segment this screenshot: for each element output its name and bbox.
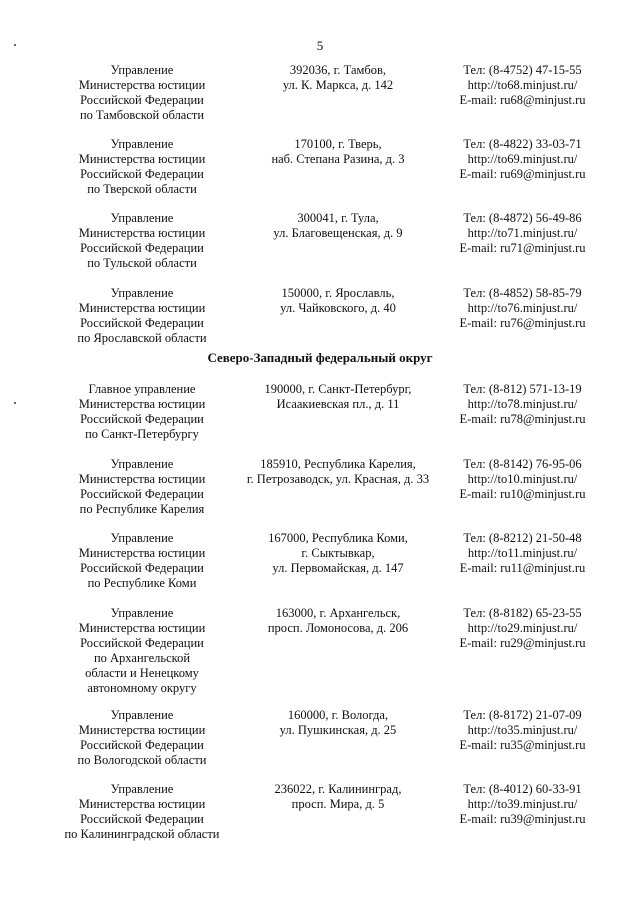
address: [238, 286, 438, 316]
address: [238, 782, 438, 812]
org-name: [62, 606, 222, 696]
address-line: 300041, г. Тула,: [297, 211, 379, 225]
org-name: [62, 137, 222, 197]
contacts-line[interactable]: http://to39.minjust.ru/: [467, 797, 578, 811]
contacts-line: Тел: (8-812) 571-13-19: [463, 382, 582, 396]
address: [238, 457, 438, 487]
address: [238, 211, 438, 241]
contacts-line[interactable]: E-mail: ru78@minjust.ru: [459, 412, 586, 426]
org-name-line: Министерства юстиции: [78, 621, 206, 635]
address-line: наб. Степана Разина, д. 3: [271, 152, 405, 166]
address: [238, 137, 438, 167]
org-name: [62, 382, 222, 442]
org-name-line: Российской Федерации: [80, 241, 204, 255]
address-line: 160000, г. Вологда,: [287, 708, 389, 722]
address-line: ул. Пушкинская, д. 25: [279, 723, 397, 737]
contacts-line[interactable]: E-mail: ru69@minjust.ru: [459, 167, 586, 181]
address: [238, 531, 438, 576]
contacts-line: Тел: (8-8172) 21-07-09: [463, 708, 582, 722]
contacts: [440, 531, 605, 576]
org-name-line: по Вологодской области: [77, 753, 207, 767]
contacts-line[interactable]: http://to69.minjust.ru/: [467, 152, 578, 166]
org-name-line: Управление: [110, 286, 174, 300]
contacts: [440, 606, 605, 651]
org-name-line: по Калининградской области: [64, 827, 220, 841]
contacts-line[interactable]: E-mail: ru29@minjust.ru: [459, 636, 586, 650]
contacts-line[interactable]: http://to29.minjust.ru/: [467, 621, 578, 635]
org-name-line: Российской Федерации: [80, 738, 204, 752]
address-line: 190000, г. Санкт-Петербург,: [264, 382, 412, 396]
page-number: 5: [316, 38, 324, 53]
address: [238, 708, 438, 738]
org-name-line: Управление: [110, 708, 174, 722]
org-name-line: по Тверской области: [87, 182, 197, 196]
org-name-line: Управление: [110, 782, 174, 796]
address-line: 167000, Республика Коми,: [268, 531, 408, 545]
address-line: г. Петрозаводск, ул. Красная, д. 33: [246, 472, 430, 486]
contacts-line[interactable]: E-mail: ru39@minjust.ru: [459, 812, 586, 826]
org-name-line: Министерства юстиции: [78, 301, 206, 315]
org-name: [62, 782, 222, 842]
org-name-line: Главное управление: [88, 382, 196, 396]
org-name-line: Министерства юстиции: [78, 226, 206, 240]
address-line: Исаакиевская пл., д. 11: [276, 397, 400, 411]
address-line: 185910, Республика Карелия,: [260, 457, 416, 471]
org-name-line: Министерства юстиции: [78, 797, 206, 811]
org-name-line: Российской Федерации: [80, 412, 204, 426]
contacts-line[interactable]: E-mail: ru68@minjust.ru: [459, 93, 586, 107]
org-name-line: по Тамбовской области: [79, 108, 205, 122]
contacts-line[interactable]: http://to76.minjust.ru/: [467, 301, 578, 315]
contacts: [440, 211, 605, 256]
org-name-line: по Архангельской: [93, 651, 191, 665]
contacts-line[interactable]: http://to68.minjust.ru/: [467, 78, 578, 92]
address: [238, 606, 438, 636]
address-line: ул. К. Маркса, д. 142: [282, 78, 394, 92]
address-line: ул. Первомайская, д. 147: [272, 561, 404, 575]
contacts: [440, 137, 605, 182]
org-name-line: Управление: [110, 457, 174, 471]
contacts-line[interactable]: E-mail: ru71@minjust.ru: [459, 241, 586, 255]
org-name: [62, 457, 222, 517]
contacts-line: Тел: (8-4012) 60-33-91: [463, 782, 582, 796]
address-line: просп. Ломоносова, д. 206: [267, 621, 409, 635]
scan-speck: [14, 402, 16, 404]
address: [238, 63, 438, 93]
section-heading: Северо-Западный федеральный округ: [207, 350, 433, 365]
org-name-line: Российской Федерации: [80, 487, 204, 501]
org-name-line: Российской Федерации: [80, 636, 204, 650]
contacts-line: Тел: (8-8182) 65-23-55: [463, 606, 582, 620]
contacts-line[interactable]: http://to78.minjust.ru/: [467, 397, 578, 411]
org-name-line: Управление: [110, 531, 174, 545]
org-name-line: Управление: [110, 211, 174, 225]
org-name: [62, 211, 222, 271]
org-name-line: Министерства юстиции: [78, 397, 206, 411]
org-name-line: Министерства юстиции: [78, 546, 206, 560]
org-name-line: Российской Федерации: [80, 167, 204, 181]
address-line: 236022, г. Калининград,: [274, 782, 402, 796]
contacts-line: Тел: (8-8212) 21-50-48: [463, 531, 582, 545]
contacts-line[interactable]: E-mail: ru11@minjust.ru: [459, 561, 586, 575]
contacts-line[interactable]: E-mail: ru35@minjust.ru: [459, 738, 586, 752]
contacts-line: Тел: (8-4852) 58-85-79: [463, 286, 582, 300]
scan-speck: [14, 44, 16, 46]
org-name: [62, 531, 222, 591]
address-line: просп. Мира, д. 5: [291, 797, 385, 811]
contacts-line[interactable]: http://to11.minjust.ru/: [467, 546, 578, 560]
org-name-line: по Санкт-Петербургу: [85, 427, 199, 441]
address-line: г. Сыктывкар,: [301, 546, 375, 560]
org-name-line: Российской Федерации: [80, 316, 204, 330]
address-line: ул. Чайковского, д. 40: [280, 301, 396, 315]
org-name-line: по Ярославской области: [77, 331, 207, 345]
contacts-line[interactable]: http://to71.minjust.ru/: [467, 226, 578, 240]
address-line: 392036, г. Тамбов,: [289, 63, 387, 77]
contacts: [440, 382, 605, 427]
org-name-line: области и Ненецкому: [85, 666, 199, 680]
org-name-line: Российской Федерации: [80, 93, 204, 107]
contacts: [440, 63, 605, 108]
contacts-line[interactable]: http://to35.minjust.ru/: [467, 723, 578, 737]
contacts-line: Тел: (8-4822) 33-03-71: [463, 137, 582, 151]
org-name-line: автономному округу: [87, 681, 197, 695]
org-name-line: Российской Федерации: [80, 812, 204, 826]
org-name-line: Министерства юстиции: [78, 152, 206, 166]
contacts-line[interactable]: E-mail: ru76@minjust.ru: [459, 316, 586, 330]
address-line: 170100, г. Тверь,: [294, 137, 382, 151]
address-line: ул. Благовещенская, д. 9: [273, 226, 403, 240]
contacts: [440, 782, 605, 827]
address: [238, 382, 438, 412]
contacts-line[interactable]: http://to10.minjust.ru/: [467, 472, 578, 486]
org-name: [62, 708, 222, 768]
org-name-line: Российской Федерации: [80, 561, 204, 575]
contacts-line[interactable]: E-mail: ru10@minjust.ru: [459, 487, 586, 501]
contacts: [440, 457, 605, 502]
address-line: 150000, г. Ярославль,: [281, 286, 395, 300]
org-name-line: Министерства юстиции: [78, 723, 206, 737]
contacts-line: Тел: (8-4872) 56-49-86: [463, 211, 582, 225]
org-name-line: по Тульской области: [87, 256, 197, 270]
contacts: [440, 708, 605, 753]
contacts-line: Тел: (8-8142) 76-95-06: [463, 457, 582, 471]
org-name-line: Управление: [110, 606, 174, 620]
contacts-line: Тел: (8-4752) 47-15-55: [463, 63, 582, 77]
org-name-line: Министерства юстиции: [78, 78, 206, 92]
address-line: 163000, г. Архангельск,: [275, 606, 401, 620]
contacts: [440, 286, 605, 331]
org-name-line: по Республике Коми: [87, 576, 197, 590]
org-name-line: Управление: [110, 63, 174, 77]
org-name: [62, 63, 222, 123]
org-name-line: Управление: [110, 137, 174, 151]
org-name-line: Министерства юстиции: [78, 472, 206, 486]
org-name: [62, 286, 222, 346]
org-name-line: по Республике Карелия: [79, 502, 205, 516]
